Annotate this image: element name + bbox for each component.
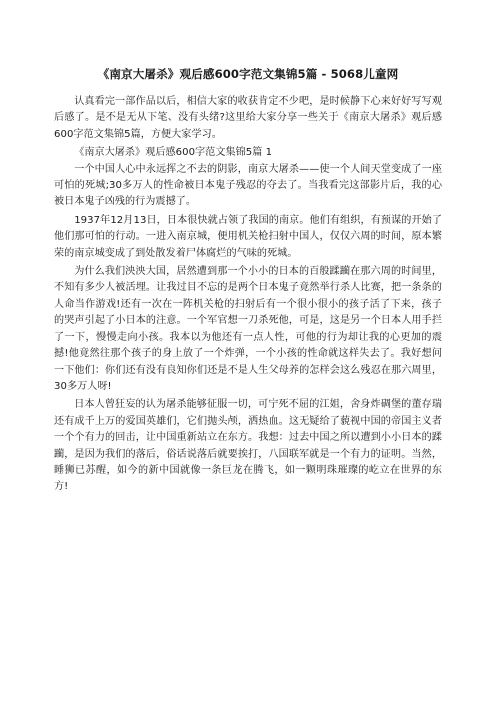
body-paragraph: 一个中国人心中永远挥之不去的阴影，南京大屠杀——使一个人间天堂变成了一座可怕的死城;30多万人的性命被日本鬼子残忍的夺去了。当我看完这部影片后，我的心被日本鬼子凶残的行为震撼了。 [54,163,442,208]
body-paragraph: 为什么我们泱泱大国，居然遭到那一个小小的日本的百般蹂躏在那六周的时间里，不知有多少人被活埋。让我过目不忘的是两个日本鬼子竟然举行杀人比赛，把一条条的人命当作游戏!还有一次在一阵机关枪的扫射后有一个很小很小的孩子活了下来，孩子的哭声引起了小日本的注意。一个军官想一刀杀死他，可是，这是另一个日本人用手拦了一下，慢慢走向小孩。我本以为他还有一点人性，可他的行为却让我的心更加的震撼!他竟然往那个孩子的身上放了一个炸弹，一个小孩的性命就这样失去了。我好想问一下他们：你们还有没有良知你们还是不是人生父母养的怎样会这么残忍在那六周里，30多万人呀! [54,266,442,392]
intro-paragraph: 认真看完一部作品以后，相信大家的收获肯定不少吧，是时候静下心来好好写写观后感了。是不是无从下笔、没有头绪?这里给大家分享一些关于《南京大屠杀》观后感600字范文集锦5篇，方便大家学习。 [54,96,442,140]
body-paragraph: 日本人曾狂妄的认为屠杀能够征服一切，可宁死不屈的江姐，舍身炸碉堡的董存瑞还有成千上万的爱国英雄们，它们抛头颅，洒热血。这无疑给了藐视中国的帝国主义者一个个有力的回击，让中国重新站立在东方。我想：过去中国之所以遭到小小日本的蹂躏，是因为我们的落后，俗话说落后就要挨打，八国联军就是一个有力的证明。当然，睡狮已苏醒，如今的新中国就像一条巨龙在腾飞，如一颗明珠璀璨的屹立在世界的东方! [54,399,442,493]
document-title: 《南京大屠杀》观后感600字范文集锦5篇 - 5068儿童网 [97,67,399,81]
body-paragraph: 1937年12月13日，日本很快就占领了我国的南京。他们有组织，有预谋的开始了他们那可怕的行动。一进入南京城，便用机关枪扫射中国人，仅仅六周的时间，原本繁荣的南京城变成了到处散发着尸体腐烂的气味的死城。 [54,214,442,259]
section-heading: 《南京大屠杀》观后感600字范文集锦5篇 1 [74,147,273,159]
